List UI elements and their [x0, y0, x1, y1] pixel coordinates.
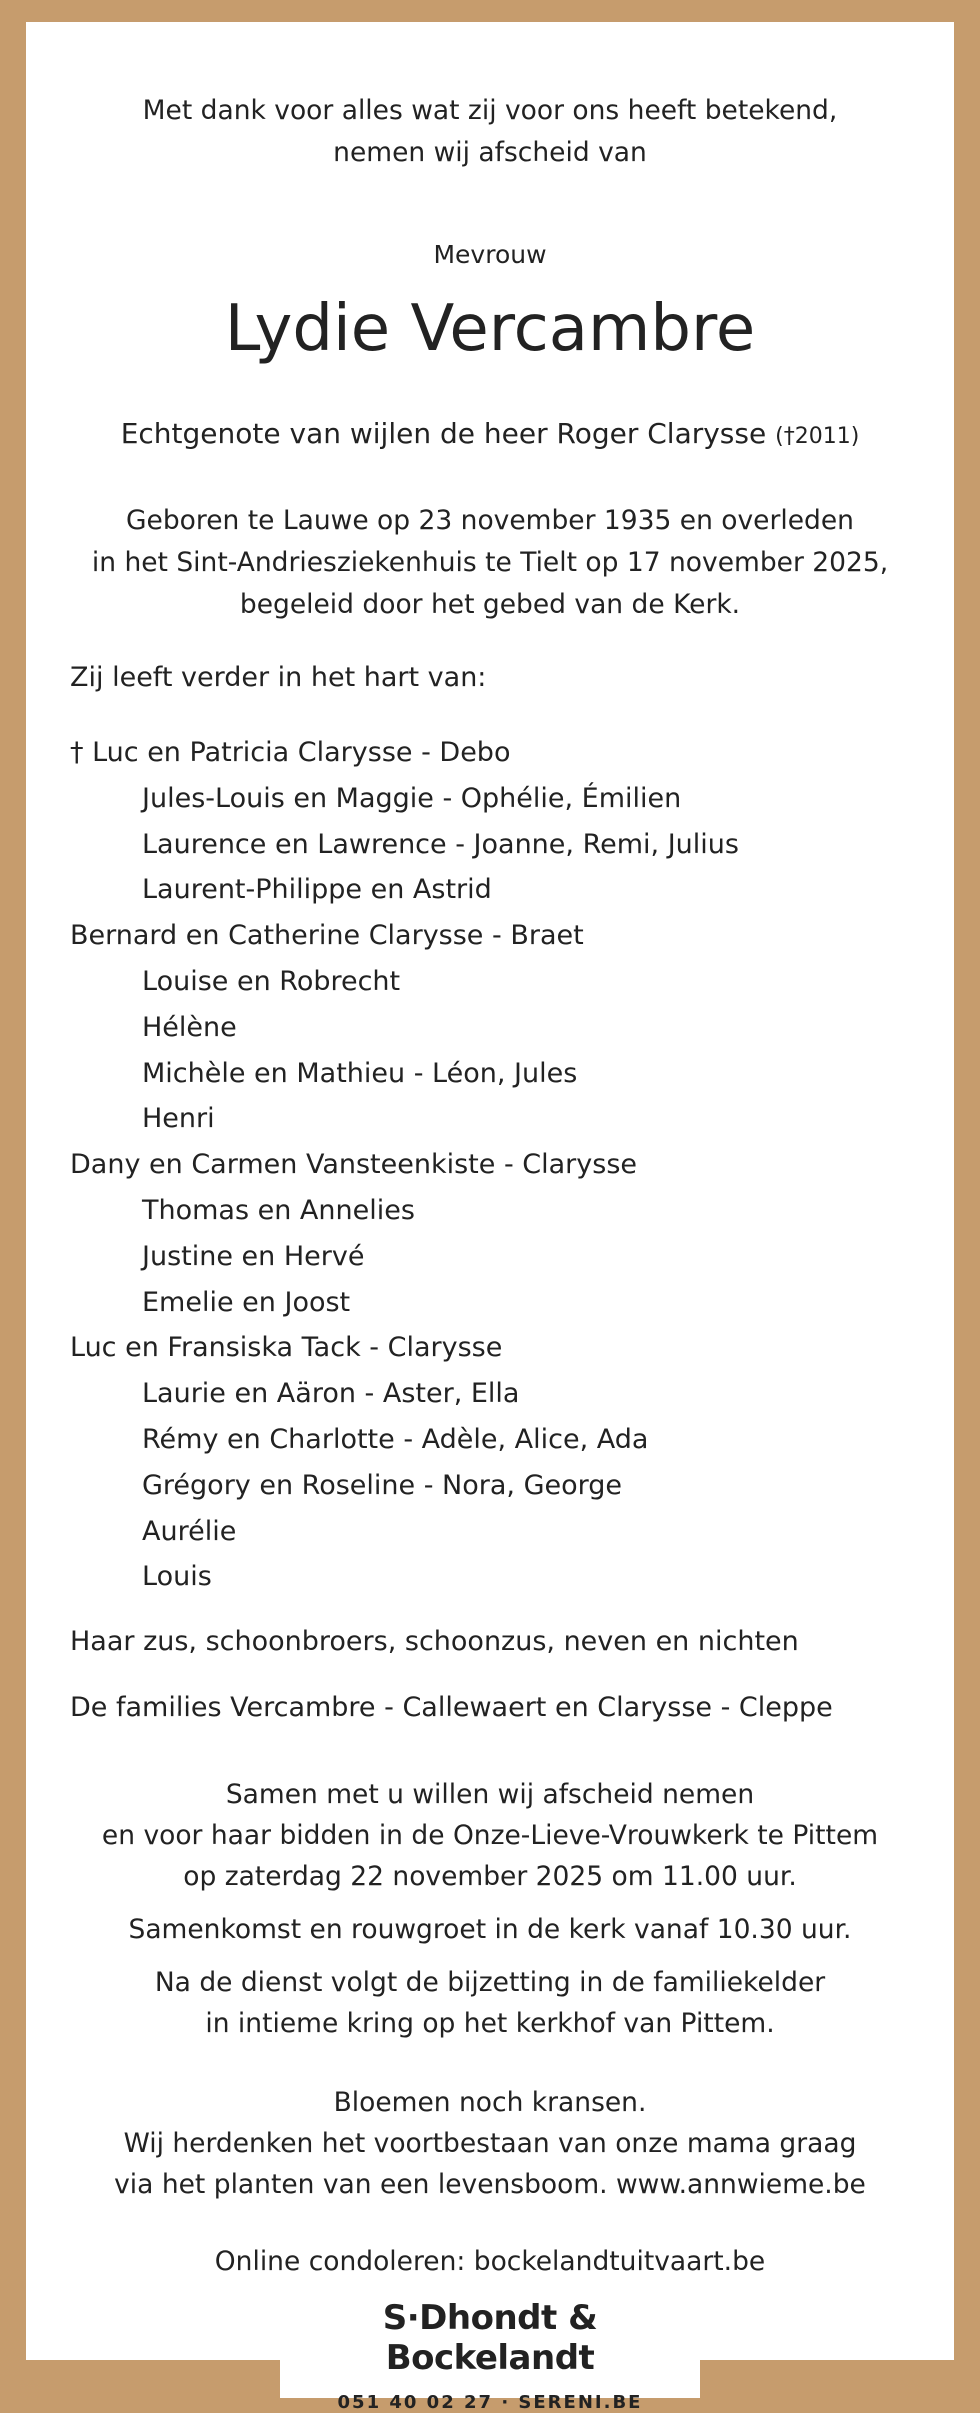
honorific: Mevrouw: [433, 240, 547, 269]
funeral-home-contact: 051 40 02 27 · SERENI.BE: [337, 2392, 643, 2413]
relatives-line: Haar zus, schoonbroers, schoonzus, neven en nichten: [70, 1626, 799, 1657]
funeral-home-footer: [280, 2290, 700, 2413]
family-member-line: Luc en Fransiska Tack - Clarysse: [70, 1332, 503, 1364]
family-member-line: Jules-Louis en Maggie - Ophélie, Émilien: [142, 782, 682, 814]
family-member-line: Laurie en Aäron - Aster, Ella: [142, 1378, 520, 1410]
relatives-line: De families Vercambre - Callewaert en Clarysse - Cleppe: [70, 1692, 833, 1723]
condolence-link[interactable]: Online condoleren: bockelandtuitvaart.be: [214, 2246, 766, 2277]
service-line: en voor haar bidden in de Onze-Lieve-Vrouwkerk te Pittem: [101, 1820, 879, 1851]
flowers-line: Wij herdenken het voortbestaan van onze mama graag: [123, 2128, 857, 2159]
family-member-line: Louise en Robrecht: [142, 965, 401, 997]
flowers-line: via het planten van een levensboom. www.annwieme.be: [114, 2169, 866, 2200]
family-member-line: Rémy en Charlotte - Adèle, Alice, Ada: [142, 1423, 649, 1455]
family-member-line: Hélène: [142, 1011, 237, 1043]
family-member-line: Louis: [142, 1561, 212, 1593]
born-line: Geboren te Lauwe op 23 november 1935 en overleden: [126, 505, 854, 536]
birth-death-text: [26, 500, 954, 626]
heart-intro: Zij leeft verder in het hart van:: [70, 662, 487, 693]
family-list: [70, 730, 739, 1600]
intro-text: [26, 90, 954, 174]
born-line: begeleid door het gebed van de Kerk.: [239, 589, 741, 620]
family-member-line: Henri: [142, 1103, 215, 1135]
family-member-line: Laurence en Lawrence - Joanne, Remi, Julius: [142, 828, 739, 860]
family-member-line: Thomas en Annelies: [142, 1194, 415, 1226]
service-line: Samen met u willen wij afscheid nemen: [225, 1779, 755, 1810]
service-info: [26, 1774, 954, 2056]
intro-line: Met dank voor alles wat zij voor ons heeft betekend,: [142, 95, 838, 126]
burial-line: Na de dienst volgt de bijzetting in de familiekelder: [154, 1967, 826, 1998]
spouse-line: [26, 417, 954, 450]
family-member-line: Justine en Hervé: [142, 1240, 365, 1272]
family-member-line: † Luc en Patricia Clarysse - Debo: [70, 737, 511, 768]
service-line: op zaterdag 22 november 2025 om 11.00 uur.: [183, 1861, 797, 1892]
relatives: [70, 1622, 833, 1754]
flowers-line: Bloemen noch kransen.: [333, 2087, 647, 2118]
family-member-line: Michèle en Mathieu - Léon, Jules: [142, 1057, 578, 1089]
spouse-text: Echtgenote van wijlen de heer Roger Clarysse: [120, 417, 767, 450]
obituary-card: [26, 22, 954, 2360]
flowers-note: [26, 2082, 954, 2205]
family-member-line: Laurent-Philippe en Astrid: [142, 874, 492, 906]
family-member-line: Aurélie: [142, 1515, 237, 1547]
gathering-line: Samenkomst en rouwgroet in de kerk vanaf 10.30 uur.: [128, 1914, 852, 1945]
funeral-home-logo: S·Dhondt & Bockelandt: [382, 2298, 598, 2378]
deceased-name: Lydie Vercambre: [224, 292, 756, 366]
family-member-line: Grégory en Roseline - Nora, George: [142, 1469, 623, 1501]
burial-line: in intieme kring op het kerkhof van Pittem.: [205, 2008, 775, 2039]
intro-line: nemen wij afscheid van: [333, 137, 647, 168]
born-line: in het Sint-Andriesziekenhuis te Tielt op 17 november 2025,: [91, 547, 889, 578]
family-member-line: Bernard en Catherine Clarysse - Braet: [70, 920, 584, 952]
spouse-death-note: (†2011): [775, 424, 860, 449]
family-member-line: Dany en Carmen Vansteenkiste - Clarysse: [70, 1149, 637, 1181]
family-member-line: Emelie en Joost: [142, 1286, 351, 1318]
